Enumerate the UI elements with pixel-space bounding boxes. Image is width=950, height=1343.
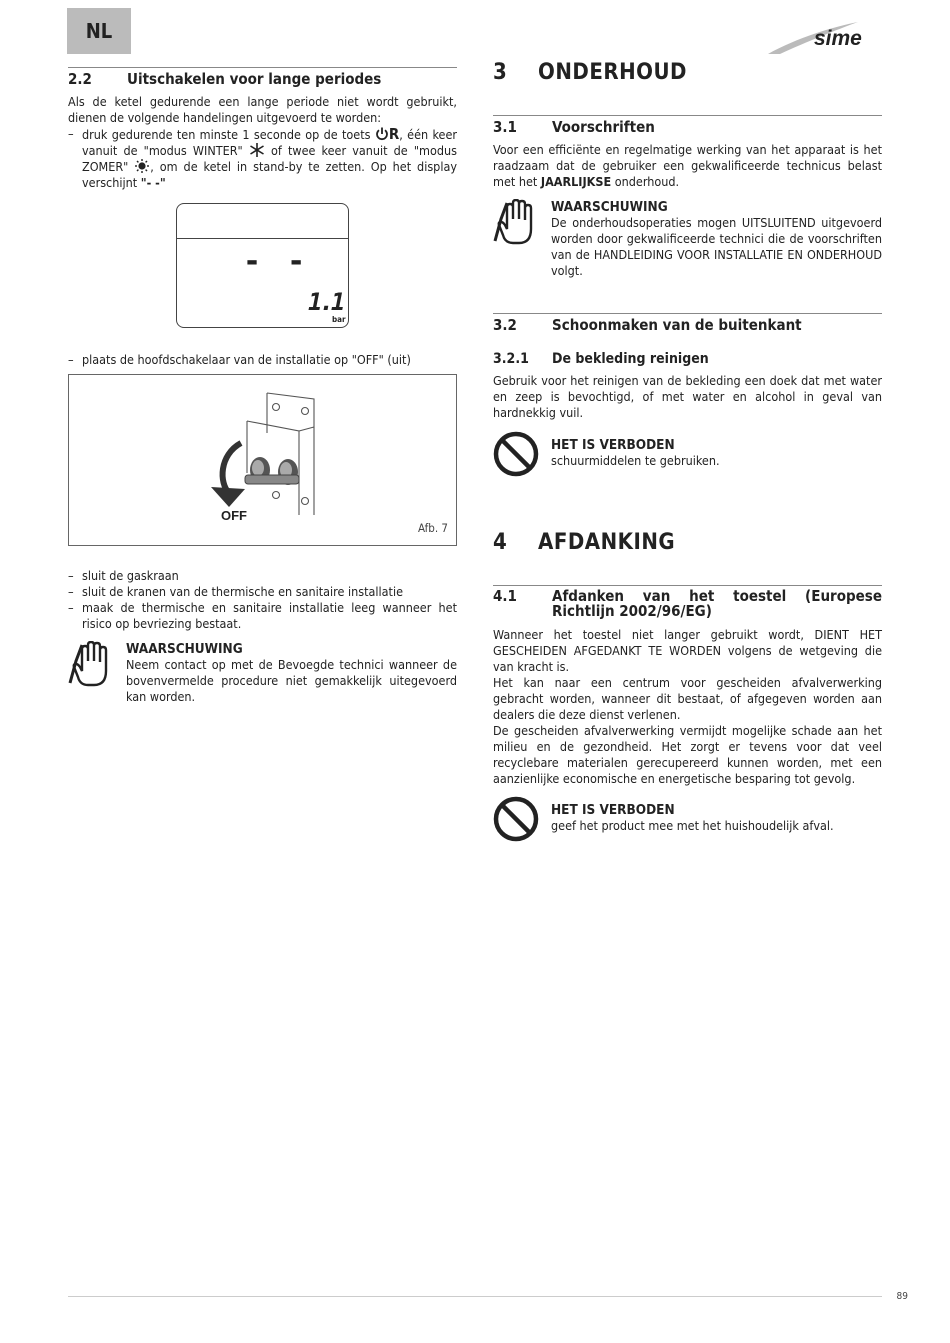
power-icon [375,127,389,141]
section-3-1-heading: 3.1 Voorschriften [493,118,655,136]
section-rule [68,67,457,68]
chapter-3-heading: 3 ONDERHOUD [493,60,687,85]
main-switch-illustration [69,375,456,545]
s31-paragraph: Voor een efficiënte en regelmatige werking van het apparaat is het raadzaam dat de gebruiker een gekwalificeerde technicus belast met het JAARLIJKSE onderhoud. [493,142,882,189]
forbidden-notice-2: HET IS VERBODEN geef het product mee met het huishoudelijk afval. [493,796,882,846]
hand-warning-icon [68,641,116,687]
step-standby: – druk gedurende ten minste 1 seconde op de toets R, één keer vanuit de "modus WINTER" of twee keer vanuit de "modus ZOMER" , om de ketel in stand-by te zetten. Op het display verschijnt "- -" [68,125,457,190]
s321-paragraph: Gebruik voor het reinigen van de bekleding een doek dat met water en zeep is bevochtigd, of met water en alcohol in geval van hardnekkig vuil. [493,373,882,420]
step-taps: – sluit de kranen van de thermische en sanitaire installatie [68,584,403,599]
language-tab: NL [67,8,131,54]
steps-list [68,568,457,632]
step-main-switch: – plaats de hoofdschakelaar van de installatie op "OFF" (uit) [68,352,411,367]
forbidden-notice-1: HET IS VERBODEN schuurmiddelen te gebruiken. [493,431,882,481]
s41-body: Wanneer het toestel niet langer gebruikt wordt, DIENT HET GESCHEIDEN AFGEDANKT TE WORDEN volgens de wetgeving die van kracht is. Het kan naar een centrum voor gescheiden afvalverwerking gebracht worden, wanneer dit bestaat, of afgegeven worden aan dealers die deze dienst verlenen. De gescheiden afvalverwerking vermijdt mogelijke schade aan het milieu en de gezondheid. Het zorgt er tevens voor dat veel recyclebare materialen gerecupereerd kunnen worden, met een aanzienlijke economische en energetische besparing tot gevolg. [493,627,882,786]
page-number: 89 [896,1291,908,1302]
step-drain: – maak de thermische en sanitaire installatie leeg wanneer het risico op bevriezing bestaat. [68,600,457,631]
intro-paragraph: Als de ketel gedurende een lange periode niet wordt gebruikt, dienen de volgende handelingen uitgevoerd te worden: [68,94,457,125]
prohibited-icon [493,431,539,477]
section-rule [493,313,882,314]
step-gas: – sluit de gaskraan [68,568,179,583]
figure-7 [68,374,457,546]
section-3-2-heading: 3.2 Schoonmaken van de buitenkant [493,316,802,334]
prohibited-icon [493,796,539,842]
footer-rule [68,1296,882,1297]
pressure-value: 1.1 [308,288,343,316]
snowflake-icon [249,143,265,157]
sun-icon [134,159,150,173]
section-2-2-heading: 2.2 Uitschakelen voor lange periodes [68,70,382,88]
sime-logo [766,18,886,58]
boiler-display [176,203,349,328]
warning-notice-right: WAARSCHUWING De onderhoudsoperaties mogen UITSLUITEND uitgevoerd worden door gekwalificeerde technici die de voorschriften van de HANDLEIDING VOOR INSTALLATIE EN ONDERHOUD volgt. [493,199,882,279]
brand-name: sime [814,27,862,50]
off-label: OFF [221,508,247,523]
display-dashes: - - [243,244,310,279]
chapter-4-heading: 4 AFDANKING [493,530,676,555]
section-rule [493,115,882,116]
section-4-1-heading: 4.1 Afdanken van het toestel (Europese Richtlijn 2002/96/EG) [493,587,882,620]
reset-letter: R [388,125,400,143]
section-3-2-1-heading: 3.2.1 De bekleding reinigen [493,351,709,367]
section-rule [493,585,882,586]
pressure-unit: bar [332,315,346,324]
figure-caption: Afb. 7 [417,521,448,535]
hand-warning-icon [493,199,541,245]
warning-notice-left: WAARSCHUWING Neem contact op met de Bevoegde technici wanneer de bovenvermelde procedure niet gemakkelijk uitegevoerd kan worden. [68,641,457,705]
